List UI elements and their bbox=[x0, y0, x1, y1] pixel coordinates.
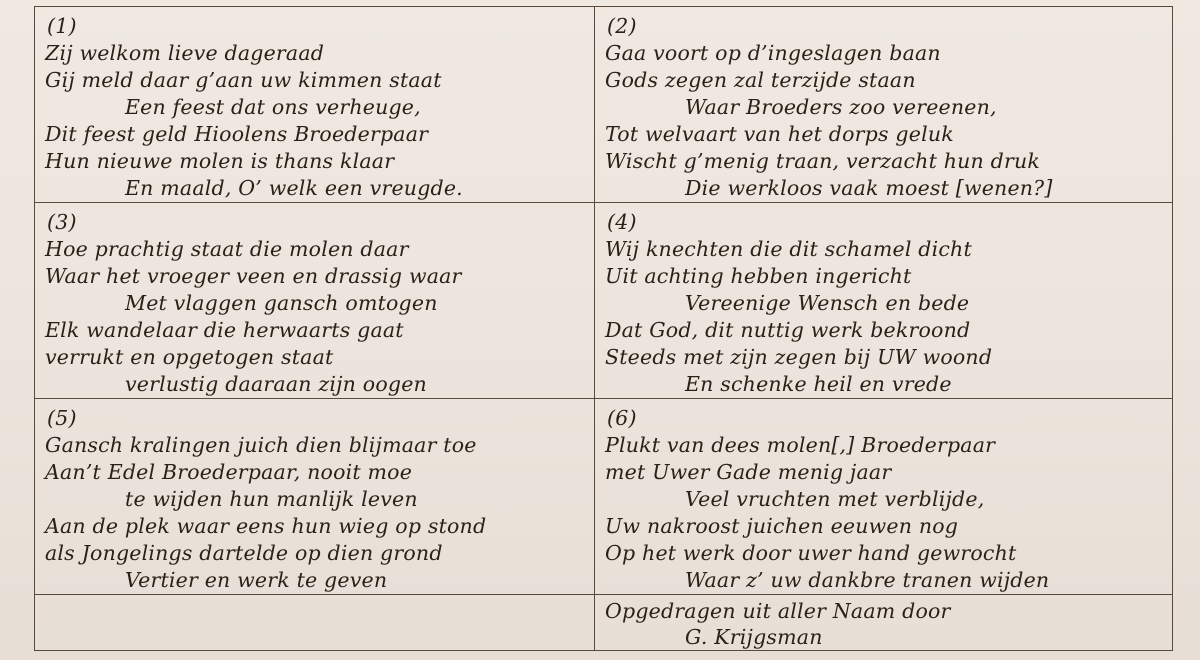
stanza-2 bbox=[595, 7, 1172, 202]
verse-line: Steeds met zijn zegen bij UW woond bbox=[605, 345, 993, 369]
stanza-cell-3 bbox=[35, 203, 595, 399]
verse-line: Aan de plek waar eens hun wieg op stond bbox=[45, 514, 487, 538]
stanza-5 bbox=[35, 399, 594, 594]
stanza-number: (6) bbox=[607, 406, 637, 430]
verse-line: Die werkloos vaak moest [wenen?] bbox=[685, 176, 1053, 200]
verse-line: Een feest dat ons verheuge, bbox=[125, 95, 421, 119]
verse-line: te wijden hun manlijk leven bbox=[125, 487, 418, 511]
stanza-number: (3) bbox=[47, 210, 77, 234]
stanza-1 bbox=[35, 7, 594, 202]
dedication-cell bbox=[595, 595, 1173, 651]
stanza-number: (4) bbox=[607, 210, 637, 234]
verse-line: Dat God, dit nuttig werk bekroond bbox=[605, 318, 971, 342]
verse-line: als Jongelings dartelde op dien grond bbox=[45, 541, 443, 565]
verse-line: Tot welvaart van het dorps geluk bbox=[605, 122, 954, 146]
stanza-3 bbox=[35, 203, 594, 398]
stanza-cell-4 bbox=[595, 203, 1173, 399]
stanza-number: (5) bbox=[47, 406, 77, 430]
verse-line: Waar Broeders zoo vereenen, bbox=[685, 95, 997, 119]
stanza-cell-2 bbox=[595, 7, 1173, 203]
verse-line: Waar z’ uw dankbre tranen wijden bbox=[685, 568, 1050, 592]
stanza-number: (1) bbox=[47, 14, 77, 38]
verse-line: met Uwer Gade menig jaar bbox=[605, 460, 892, 484]
stanza-6 bbox=[595, 399, 1172, 594]
verse-line: Plukt van dees molen[,] Broederpaar bbox=[605, 433, 996, 457]
verse-line: Gaa voort op d’ingeslagen baan bbox=[605, 41, 941, 65]
table-row bbox=[35, 203, 1173, 399]
verse-line: Gods zegen zal terzijde staan bbox=[605, 68, 916, 92]
dedication-text: Opgedragen uit aller Naam door bbox=[605, 599, 951, 623]
stanza-cell-5 bbox=[35, 399, 595, 595]
verse-line: Waar het vroeger veen en drassig waar bbox=[45, 264, 462, 288]
verse-line: Wij knechten die dit schamel dicht bbox=[605, 237, 972, 261]
verse-line: Hun nieuwe molen is thans klaar bbox=[45, 149, 395, 173]
stanza-number: (2) bbox=[607, 14, 637, 38]
verse-line: Gansch kralingen juich dien blijmaar toe bbox=[45, 433, 477, 457]
verse-line: Vereenige Wensch en bede bbox=[685, 291, 970, 315]
table-row bbox=[35, 399, 1173, 595]
table-row bbox=[35, 7, 1173, 203]
verse-line: verrukt en opgetogen staat bbox=[45, 345, 334, 369]
verse-line: Zij welkom lieve dageraad bbox=[45, 41, 325, 65]
verse-line: Wischt g’menig traan, verzacht hun druk bbox=[605, 149, 1040, 173]
verse-line: verlustig daaraan zijn oogen bbox=[125, 372, 427, 396]
verse-line: En maald, O’ welk een vreugde. bbox=[125, 176, 463, 200]
empty-cell bbox=[35, 595, 595, 651]
verse-line: Uw nakroost juichen eeuwen nog bbox=[605, 514, 959, 538]
verse-line: Dit feest geld Hioolens Broederpaar bbox=[45, 122, 429, 146]
stanza-cell-6 bbox=[595, 399, 1173, 595]
dedication bbox=[595, 595, 1172, 650]
verse-line: En schenke heil en vrede bbox=[685, 372, 952, 396]
verse-line: Uit achting hebben ingericht bbox=[605, 264, 912, 288]
stanza-4 bbox=[595, 203, 1172, 398]
verse-line: Elk wandelaar die herwaarts gaat bbox=[45, 318, 404, 342]
verse-line: Aan’t Edel Broederpaar, nooit moe bbox=[45, 460, 413, 484]
verse-line: Op het werk door uwer hand gewrocht bbox=[605, 541, 1017, 565]
stanza-cell-1 bbox=[35, 7, 595, 203]
table-row bbox=[35, 595, 1173, 651]
poem-table bbox=[34, 6, 1173, 651]
verse-line: Met vlaggen gansch omtogen bbox=[125, 291, 438, 315]
verse-line: Vertier en werk te geven bbox=[125, 568, 388, 592]
verse-line: Veel vruchten met verblijde, bbox=[685, 487, 985, 511]
verse-line: Gij meld daar g’aan uw kimmen staat bbox=[45, 68, 442, 92]
author-signature: G. Krijgsman bbox=[685, 625, 823, 649]
verse-line: Hoe prachtig staat die molen daar bbox=[45, 237, 409, 261]
